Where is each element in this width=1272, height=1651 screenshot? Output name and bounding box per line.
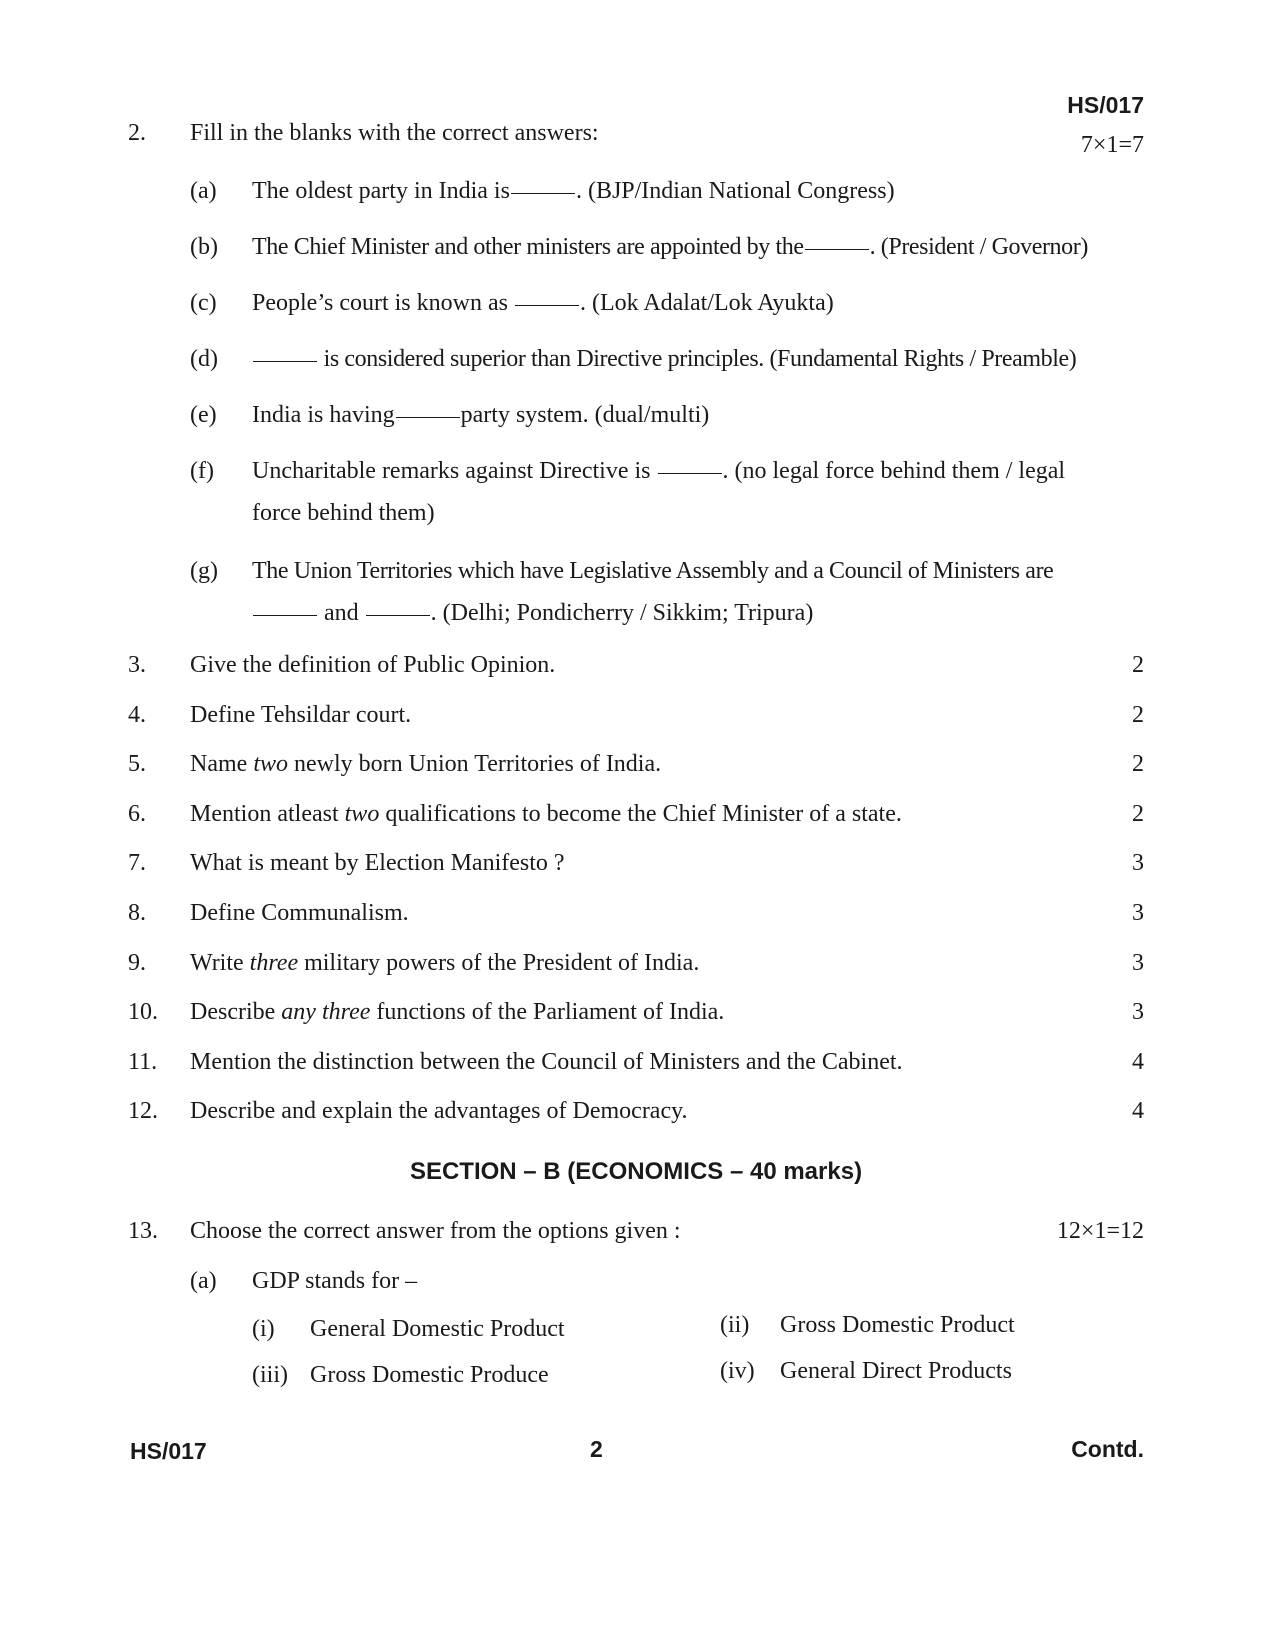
sub-item-label: (b) [190, 234, 218, 260]
option-label: (ii) [720, 1312, 750, 1338]
sub-item-text: The oldest party in India is . (BJP/Indian National Congress) [252, 178, 895, 204]
question-text-part: Define Tehsildar court. [190, 702, 412, 728]
question-text-part: Mention the distinction between the Council of Ministers and the Cabinet. [190, 1049, 903, 1075]
sub-item-label: (a) [190, 1268, 217, 1294]
answer-blank [511, 193, 575, 194]
option-label: (iii) [252, 1362, 288, 1388]
question-text [190, 702, 411, 729]
question-text [190, 999, 724, 1026]
question-text [190, 1049, 903, 1076]
question-text-part: What is meant by Election Manifesto ? [190, 850, 565, 876]
answer-blank [515, 305, 579, 306]
question-text [190, 751, 661, 778]
sub-item-text-continued: force behind them) [252, 500, 435, 526]
question-number: 5. [128, 751, 146, 777]
page-number: 2 [590, 1436, 603, 1462]
sub-item-label: (f) [190, 458, 214, 484]
page-code-header: HS/017 [1067, 92, 1144, 118]
question-number: 3. [128, 652, 146, 678]
question-marks: 7×1=7 [1080, 132, 1144, 158]
sub-item-text: People’s court is known as . (Lok Adalat/Lok Ayukta) [252, 290, 834, 316]
emphasis-text: three [249, 950, 299, 976]
question-marks: 2 [1132, 652, 1144, 678]
sub-item-text-continued: and . (Delhi; Pondicherry / Sikkim; Tripura) [252, 600, 813, 627]
sub-item-label: (e) [190, 402, 217, 428]
option-text: Gross Domestic Product [780, 1312, 1015, 1338]
sub-item-label: (d) [190, 346, 218, 372]
answer-blank [253, 615, 317, 616]
question-number: 12. [128, 1098, 158, 1124]
sub-item-text: India is having party system. (dual/multi) [252, 402, 710, 428]
question-number: 2. [128, 120, 146, 146]
question-text [190, 900, 409, 927]
answer-blank [805, 249, 869, 250]
sub-item-text: GDP stands for – [252, 1268, 418, 1294]
question-number: 7. [128, 850, 146, 876]
question-text-part: newly born Union Territories of India. [288, 751, 662, 777]
question-text [190, 850, 565, 877]
question-number: 6. [128, 801, 146, 827]
option-label: (iv) [720, 1358, 755, 1384]
option-label: (i) [252, 1316, 275, 1342]
question-text-part: Give the definition of Public Opinion. [190, 652, 556, 678]
emphasis-text: two [253, 751, 288, 777]
question-text-part: Define Communalism. [190, 900, 409, 926]
question-text: Choose the correct answer from the options given : [190, 1218, 681, 1244]
question-marks: 4 [1132, 1049, 1144, 1075]
question-text-part: Write [190, 950, 250, 976]
answer-blank [658, 473, 722, 474]
question-text: Fill in the blanks with the correct answers: [190, 120, 599, 146]
question-text-part: qualifications to become the Chief Minister of a state. [379, 801, 902, 827]
question-marks: 3 [1132, 850, 1144, 876]
answer-blank [396, 417, 460, 418]
question-number: 13. [128, 1218, 158, 1244]
question-text-part: functions of the Parliament of India. [370, 999, 725, 1025]
sub-item-label: (a) [190, 178, 217, 204]
footer-page-code: HS/017 [130, 1438, 207, 1464]
sub-item-label: (g) [190, 558, 218, 584]
question-marks: 2 [1132, 751, 1144, 777]
sub-item-text: The Union Territories which have Legislative Assembly and a Council of Ministers are [252, 558, 1054, 584]
question-marks: 2 [1132, 702, 1144, 728]
question-text-part: Name [190, 751, 254, 777]
sub-item-text: The Chief Minister and other ministers are appointed by the . (President / Governor) [252, 234, 1088, 260]
answer-blank [253, 361, 317, 362]
question-number: 9. [128, 950, 146, 976]
continued-label: Contd. [1071, 1436, 1144, 1462]
emphasis-text: two [344, 801, 380, 827]
sub-item-text: Uncharitable remarks against Directive is . (no legal force behind them / legal [252, 458, 1066, 484]
question-text-part: Describe and explain the advantages of Democracy. [190, 1098, 688, 1124]
question-marks: 3 [1132, 900, 1144, 926]
question-text [190, 652, 555, 679]
question-number: 8. [128, 900, 146, 926]
question-text [190, 950, 699, 977]
question-marks: 12×1=12 [1056, 1218, 1144, 1244]
question-text-part: Mention atleast [190, 801, 345, 827]
option-text: Gross Domestic Produce [310, 1362, 549, 1388]
question-text-part: Describe [190, 999, 282, 1025]
question-number: 11. [128, 1049, 158, 1075]
question-number: 4. [128, 702, 146, 728]
question-marks: 4 [1132, 1098, 1144, 1124]
question-marks: 3 [1132, 950, 1144, 976]
question-text [190, 1098, 688, 1125]
question-text [190, 801, 902, 828]
question-text-part: military powers of the President of India. [298, 950, 700, 976]
section-heading: SECTION – B (ECONOMICS – 40 marks) [409, 1158, 863, 1185]
sub-item-text: is considered superior than Directive principles. (Fundamental Rights / Preamble) [252, 346, 1076, 373]
question-marks: 3 [1132, 999, 1144, 1025]
option-text: General Direct Products [780, 1358, 1012, 1384]
question-number: 10. [128, 999, 158, 1025]
question-marks: 2 [1132, 801, 1144, 827]
sub-item-label: (c) [190, 290, 217, 316]
emphasis-text: any three [281, 999, 371, 1025]
option-text: General Domestic Product [310, 1316, 565, 1342]
answer-blank [366, 615, 430, 616]
